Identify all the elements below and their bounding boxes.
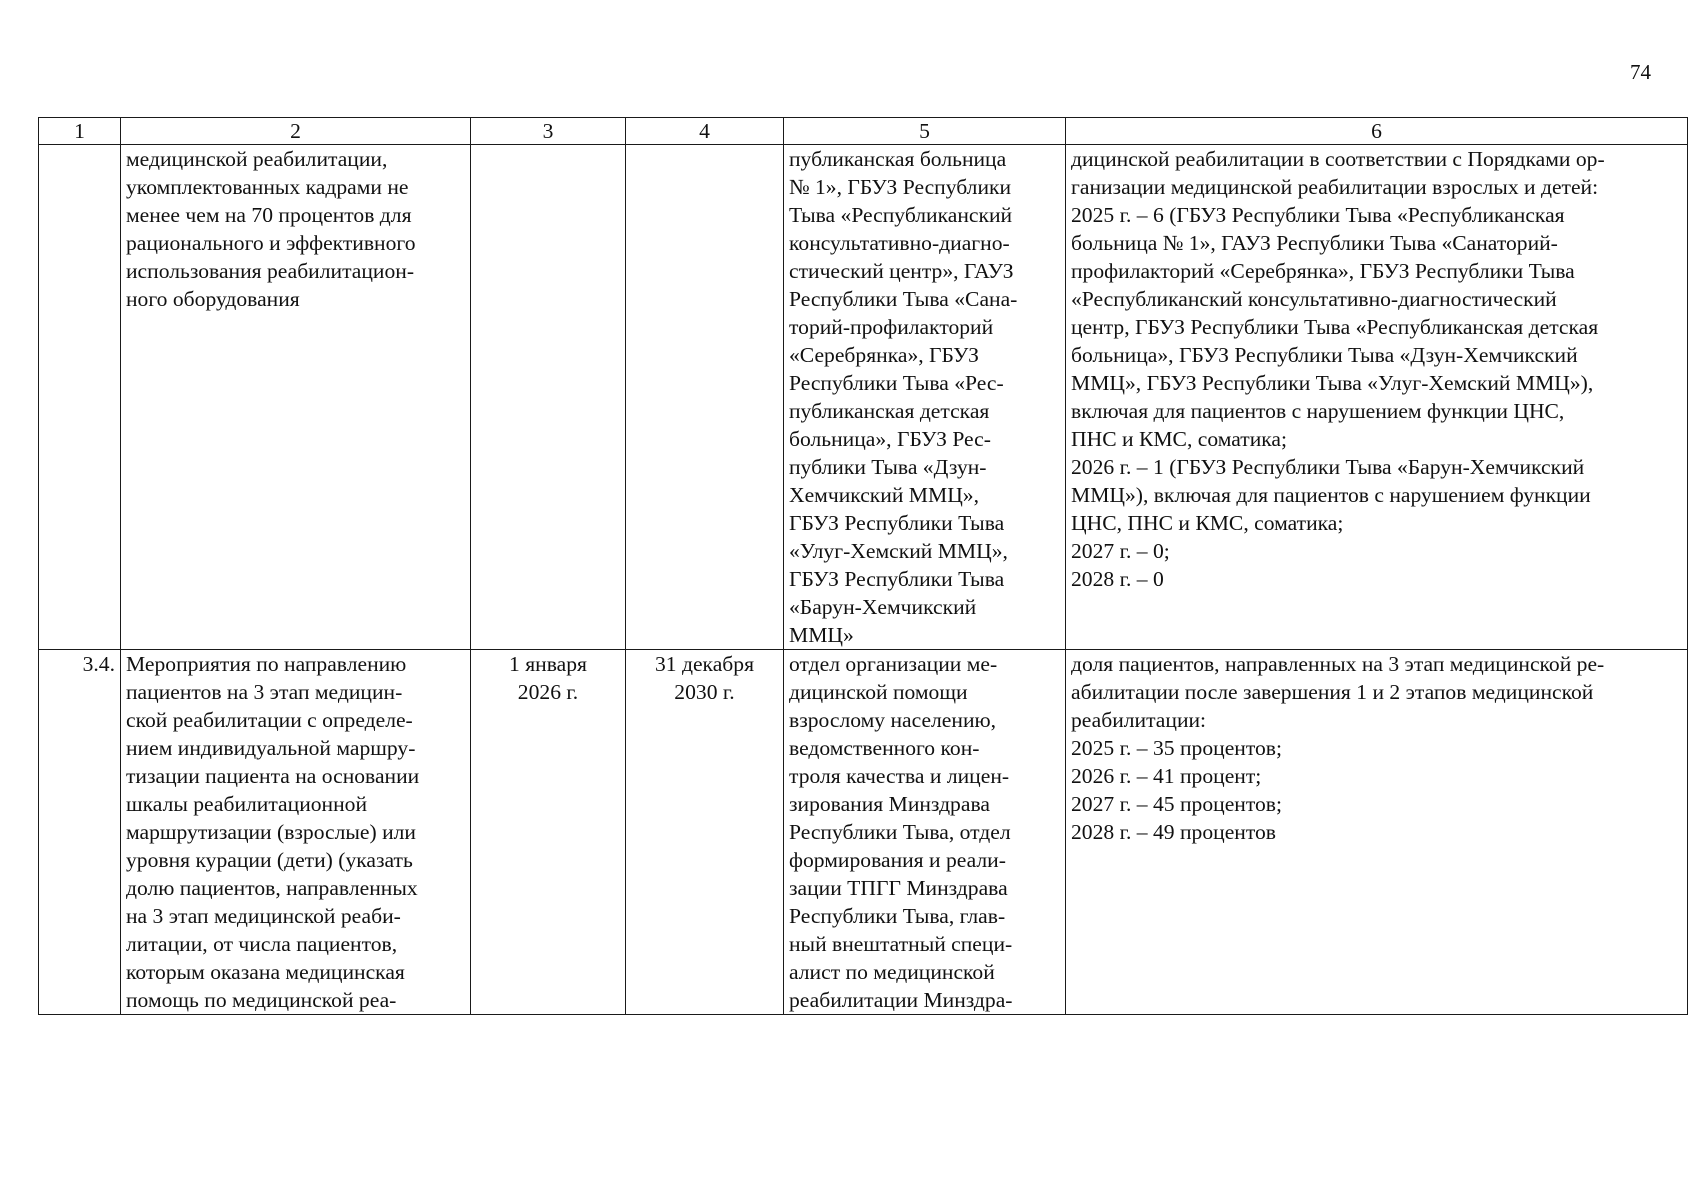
activity-cell: медицинской реабилитации, укомплектованных кадрами не менее чем на 70 процентов для рационального и эффективного использования реабилитацион- ного оборудования [121, 145, 471, 650]
column-header: 3 [471, 118, 626, 145]
column-header: 4 [626, 118, 784, 145]
table-row [39, 145, 1688, 650]
column-header: 2 [121, 118, 471, 145]
start-date-cell: 1 января 2026 г. [471, 650, 626, 1015]
row-number-cell [39, 145, 121, 650]
column-header: 1 [39, 118, 121, 145]
end-date-cell: 31 декабря 2030 г. [626, 650, 784, 1015]
end-date-cell [626, 145, 784, 650]
page-number: 74 [1630, 60, 1651, 84]
start-date-cell [471, 145, 626, 650]
row-number-cell: 3.4. [39, 650, 121, 1015]
result-cell: доля пациентов, направленных на 3 этап медицинской ре- абилитации после завершения 1 и 2 этапов медицинской реабилитации: 2025 г. – 35 процентов; 2026 г. – 41 процент; 2027 г. – 45 процентов; 2028 г. – 49 процентов [1066, 650, 1688, 1015]
table-header-row [39, 118, 1688, 145]
activity-cell: Мероприятия по направлению пациентов на 3 этап медицин- ской реабилитации с определе- нием индивидуальной маршру- тизации пациента на основании шкалы реабилитационной маршрутизации (взрослые) или уровня курации (дети) (указать долю пациентов, направленных на 3 этап медицинской реаби- литации, от числа пациентов, которым оказана медицинская помощь по медицинской реа- [121, 650, 471, 1015]
responsible-cell: публиканская больница № 1», ГБУЗ Республики Тыва «Республиканский консультативно-диагно- стический центр», ГАУЗ Республики Тыва «Сана- торий-профилакторий «Серебрянка», ГБУЗ Республики Тыва «Рес- публиканская детская больница», ГБУЗ Рес- публики Тыва «Дзун- Хемчикский ММЦ», ГБУЗ Республики Тыва «Улуг-Хемский ММЦ», ГБУЗ Республики Тыва «Барун-Хемчикский ММЦ» [784, 145, 1066, 650]
column-header: 5 [784, 118, 1066, 145]
result-cell: дицинской реабилитации в соответствии с Порядками ор- ганизации медицинской реабилитации взрослых и детей: 2025 г. – 6 (ГБУЗ Республики Тыва «Республиканская больница № 1», ГАУЗ Республики Тыва «Санаторий- профилакторий «Серебрянка», ГБУЗ Республики Тыва «Республиканский консультативно-диагностический центр, ГБУЗ Республики Тыва «Республиканская детская больница», ГБУЗ Республики Тыва «Дзун-Хемчикский ММЦ», ГБУЗ Республики Тыва «Улуг-Хемский ММЦ»), включая для пациентов с нарушением функции ЦНС, ПНС и КМС, соматика; 2026 г. – 1 (ГБУЗ Республики Тыва «Барун-Хемчикский ММЦ»), включая для пациентов с нарушением функции ЦНС, ПНС и КМС, соматика; 2027 г. – 0; 2028 г. – 0 [1066, 145, 1688, 650]
plan-table [38, 117, 1688, 1015]
table-row [39, 650, 1688, 1015]
column-header: 6 [1066, 118, 1688, 145]
responsible-cell: отдел организации ме- дицинской помощи взрослому населению, ведомственного кон- троля качества и лицен- зирования Минздрава Республики Тыва, отдел формирования и реали- зации ТПГГ Минздрава Республики Тыва, глав- ный внештатный специ- алист по медицинской реабилитации Минздра- [784, 650, 1066, 1015]
